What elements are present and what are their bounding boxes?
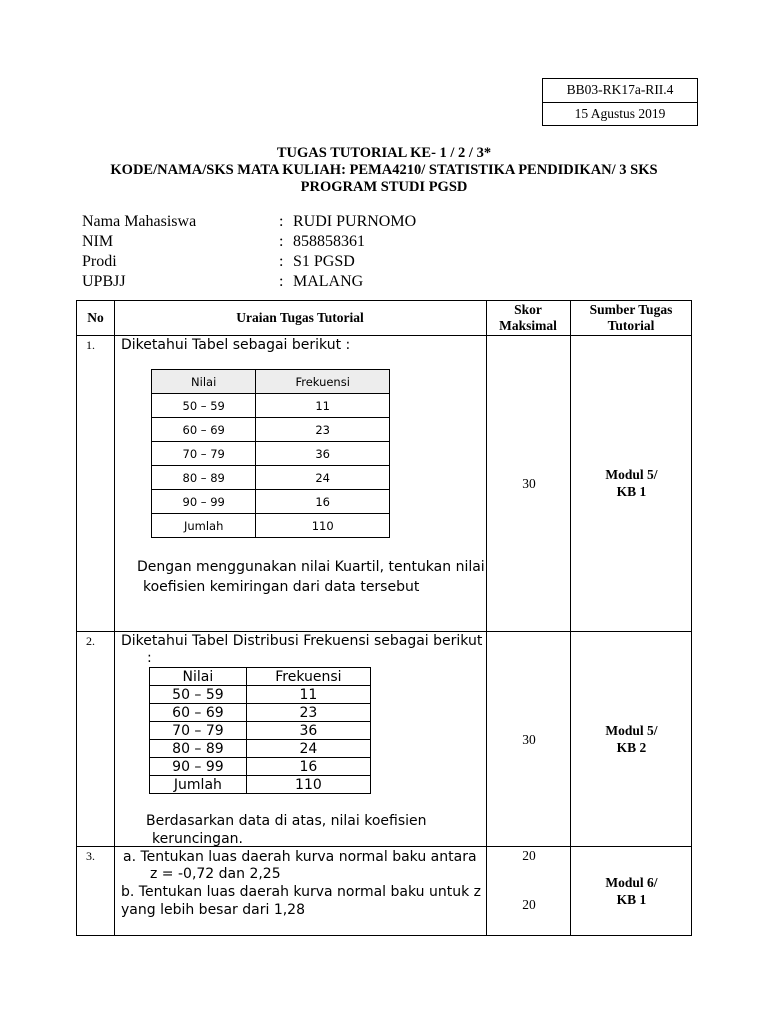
identity-value: RUDI PURNOMO	[293, 213, 417, 230]
table-row	[150, 740, 371, 758]
identity-colon: :	[279, 253, 284, 270]
table-row	[152, 466, 390, 490]
table-cell: Frekuensi	[246, 668, 370, 686]
task-source-module: Modul 5/	[605, 723, 658, 738]
frequency-table	[149, 667, 371, 794]
student-identity	[82, 212, 502, 292]
task-source	[571, 874, 692, 908]
document-date: 15 Agustus 2019	[543, 102, 697, 126]
table-cell: 24	[256, 466, 390, 490]
table-cell: Frekuensi	[256, 370, 390, 394]
task-source-kb: KB 1	[616, 892, 647, 907]
table-row	[150, 758, 371, 776]
task-source-kb: KB 1	[616, 484, 647, 499]
task-item-line: yang lebih besar dari 1,28	[121, 902, 305, 918]
table-cell: 90 – 99	[152, 490, 256, 514]
task-score: 30	[522, 732, 536, 747]
identity-colon: :	[279, 213, 284, 230]
identity-row-upbjj	[82, 272, 502, 292]
header-sumber: Sumber Tugas Tutorial	[589, 302, 673, 333]
task-source-module: Modul 5/	[605, 467, 658, 482]
identity-value: 858858361	[293, 233, 365, 250]
identity-row-nim	[82, 232, 502, 252]
task-question-line: keruncingan.	[152, 831, 243, 847]
table-row	[152, 370, 390, 394]
frequency-table	[151, 369, 390, 538]
table-cell: 24	[246, 740, 370, 758]
table-row	[152, 490, 390, 514]
table-cell: 16	[256, 490, 390, 514]
identity-colon: :	[279, 273, 284, 290]
table-cell: 60 – 69	[150, 704, 247, 722]
table-cell: 23	[246, 704, 370, 722]
task-score: 30	[522, 476, 536, 491]
table-cell: Jumlah	[150, 776, 247, 794]
document-code: BB03-RK17a-RII.4	[566, 82, 674, 97]
task-score: 20	[522, 897, 536, 912]
header-skor: Skor Maksimal	[499, 302, 557, 333]
table-row	[152, 442, 390, 466]
task-intro: Diketahui Tabel Distribusi Frekuensi sebagai berikut	[121, 633, 483, 649]
table-cell: 70 – 79	[150, 722, 247, 740]
table-cell: 80 – 89	[152, 466, 256, 490]
identity-colon: :	[279, 233, 284, 250]
table-cell: Jumlah	[152, 514, 256, 538]
table-divider	[570, 301, 571, 935]
table-cell: 70 – 79	[152, 442, 256, 466]
table-cell: 50 – 59	[152, 394, 256, 418]
task-question-line: koefisien kemiringan dari data tersebut	[143, 579, 420, 595]
table-divider	[486, 301, 487, 935]
identity-row-prodi	[82, 252, 502, 272]
table-cell: 16	[246, 758, 370, 776]
task-source-module: Modul 6/	[605, 875, 658, 890]
task-source	[571, 466, 692, 500]
task-item-line: b. Tentukan luas daerah kurva normal baku untuk z	[121, 884, 482, 900]
table-cell: 80 – 89	[150, 740, 247, 758]
table-row	[150, 776, 371, 794]
table-divider	[114, 301, 115, 935]
title-program: PROGRAM STUDI PGSD	[300, 179, 468, 195]
task-number: 2.	[86, 634, 95, 648]
table-row	[150, 722, 371, 740]
table-cell: 36	[246, 722, 370, 740]
identity-label: NIM	[82, 233, 114, 250]
task-intro-colon: :	[147, 650, 152, 666]
task-source-kb: KB 2	[616, 740, 647, 755]
table-cell: 110	[246, 776, 370, 794]
task-item-line: a. Tentukan luas daerah kurva normal baku antara	[123, 849, 477, 865]
task-intro: Diketahui Tabel sebagai berikut :	[121, 337, 351, 353]
table-cell: 11	[256, 394, 390, 418]
table-row	[152, 418, 390, 442]
task-item-line: z = -0,72 dan 2,25	[150, 866, 281, 882]
table-row	[150, 668, 371, 686]
table-row	[150, 686, 371, 704]
identity-label: Prodi	[82, 253, 117, 270]
table-cell: 90 – 99	[150, 758, 247, 776]
table-cell: 36	[256, 442, 390, 466]
task-source	[571, 722, 692, 756]
identity-label: UPBJJ	[82, 273, 126, 290]
header-uraian: Uraian Tugas Tutorial	[236, 310, 364, 325]
table-row	[150, 704, 371, 722]
title-tugas-tutorial: TUGAS TUTORIAL KE- 1 / 2 / 3*	[276, 145, 492, 161]
table-row	[152, 394, 390, 418]
document-code-box	[542, 78, 698, 126]
header-no: No	[87, 310, 104, 325]
identity-row-nama	[82, 212, 502, 232]
task-number: 3.	[86, 849, 95, 863]
identity-value: MALANG	[293, 273, 364, 290]
table-row	[152, 514, 390, 538]
table-cell: 110	[256, 514, 390, 538]
document-titles	[0, 145, 768, 196]
task-score: 20	[522, 848, 536, 863]
task-number: 1.	[86, 338, 95, 352]
title-course: KODE/NAMA/SKS MATA KULIAH: PEMA4210/ STATISTIKA PENDIDIKAN/ 3 SKS	[110, 162, 658, 178]
table-cell: 23	[256, 418, 390, 442]
task-table	[76, 300, 692, 936]
table-cell: Nilai	[152, 370, 256, 394]
task-question-line: Berdasarkan data di atas, nilai koefisien	[146, 813, 427, 829]
identity-value: S1 PGSD	[293, 253, 355, 270]
identity-label: Nama Mahasiswa	[82, 213, 197, 230]
table-cell: Nilai	[150, 668, 247, 686]
task-question-line: Dengan menggunakan nilai Kuartil, tentukan nilai	[137, 559, 485, 575]
table-cell: 60 – 69	[152, 418, 256, 442]
table-cell: 50 – 59	[150, 686, 247, 704]
table-cell: 11	[246, 686, 370, 704]
